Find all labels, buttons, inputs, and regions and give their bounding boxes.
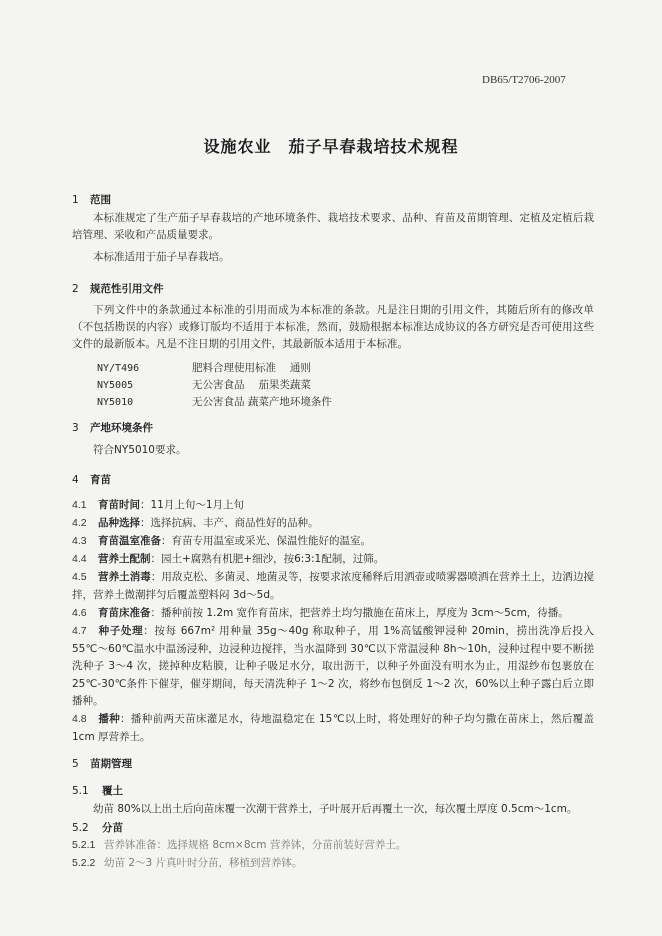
section-heading: 2 规范性引用文件: [72, 283, 164, 295]
subsection-heading: 5.1 覆土: [72, 785, 123, 797]
section-heading: 3 产地环境条件: [72, 422, 153, 434]
section-heading: 5 苗期管理: [72, 758, 132, 770]
section-heading: 4 育苗: [72, 474, 111, 486]
list-item: 4.4 营养土配制：园土+腐熟有机肥+细沙，按6:3:1配制，过筛。: [72, 553, 385, 565]
subsection-heading: 5.2 分苗: [72, 822, 123, 834]
list-item: 4.3 育苗温室准备：育苗专用温室或采光、保温性能好的温室。: [72, 535, 371, 547]
paragraph: 本标准规定了生产茄子早春栽培的产地环境条件、栽培技术要求、品种、育苗及苗期管理、定植及定植后栽培管理、采收和产品质量要求。: [72, 212, 594, 241]
list-item: 5.2.2 幼苗 2～3 片真叶时分苗，移植到营养钵。: [72, 857, 303, 869]
paragraph: 下列文件中的条款通过本标准的引用而成为本标准的条款。凡是注日期的引用文件，其随后所有的修改单（不包括勘误的内容）或修订版均不适用于本标准，然而，鼓励根据本标准达成协议的各方研究是否可使用这些文件的最新版本。凡是不注日期的引用文件，其最新版本适用于本标准。: [72, 304, 594, 350]
reference-item: NY/T496 肥料合理使用标准 通则: [97, 362, 311, 374]
paragraph: 本标准适用于茄子早春栽培。: [93, 251, 230, 263]
page-title: 设施农业 茄子早春栽培技术规程: [203, 137, 459, 156]
list-item: 4.8 播种：播种前两天苗床灌足水，待地温稳定在 15℃以上时，将处理好的种子均匀撒在苗床上，然后覆盖 1cm 厚营养土。: [72, 713, 594, 743]
list-item: 5.2.1 营养钵准备：选择规格 8cm×8cm 营养钵，分苗前装好营养土。: [72, 839, 407, 851]
paragraph: 幼苗 80%以上出土后向苗床覆一次潮干营养土，子叶展开后再覆土一次，每次覆土厚度 0.5cm～1cm。: [93, 803, 578, 815]
reference-item: NY5005 无公害食品 茄果类蔬菜: [97, 379, 311, 391]
reference-item: NY5010 无公害食品 蔬菜产地环境条件: [97, 396, 332, 408]
list-item: 4.6 育苗床准备：播种前按 1.2m 宽作育苗床，把营养土均匀撒施在苗床上，厚度为 3cm～5cm，待播。: [72, 607, 569, 619]
section-heading: 1 范围: [72, 194, 111, 206]
paragraph: 符合NY5010要求。: [93, 444, 187, 456]
list-item: 4.7 种子处理：按每 667m² 用种量 35g～40g 称取种子，用 1%高锰酸钾浸种 20min，捞出洗净后投入 55℃～60℃温水中温汤浸种，边浸种边搅拌，当水温降到 30℃以下常温浸种 8h～10h，浸种过程中要不断搓洗种子 3～4 次，搓掉种皮粘膜，让种子吸足水分，取出沥干，以种子外面没有明水为止，用湿纱布包裹放在 25℃-30℃条件下催芽，催芽期间，每天清洗种子 1～2 次，将纱布包倒反 1～2 次，60%以上种子露白后立即播种。: [72, 625, 594, 707]
list-item: 4.5 营养土消毒：用敌克松、多菌灵、地菌灵等，按要求浓度稀释后用洒壶或喷雾器喷洒在营养土上，边洒边搅拌，营养土微潮拌匀后覆盖塑料闷 3d～5d。: [72, 571, 595, 601]
doc-code: DB65/T2706-2007: [482, 74, 566, 86]
list-item: 4.2 品种选择：选择抗病、丰产、商品性好的品种。: [72, 517, 319, 529]
list-item: 4.1 育苗时间：11月上旬～1月上旬: [72, 499, 245, 511]
